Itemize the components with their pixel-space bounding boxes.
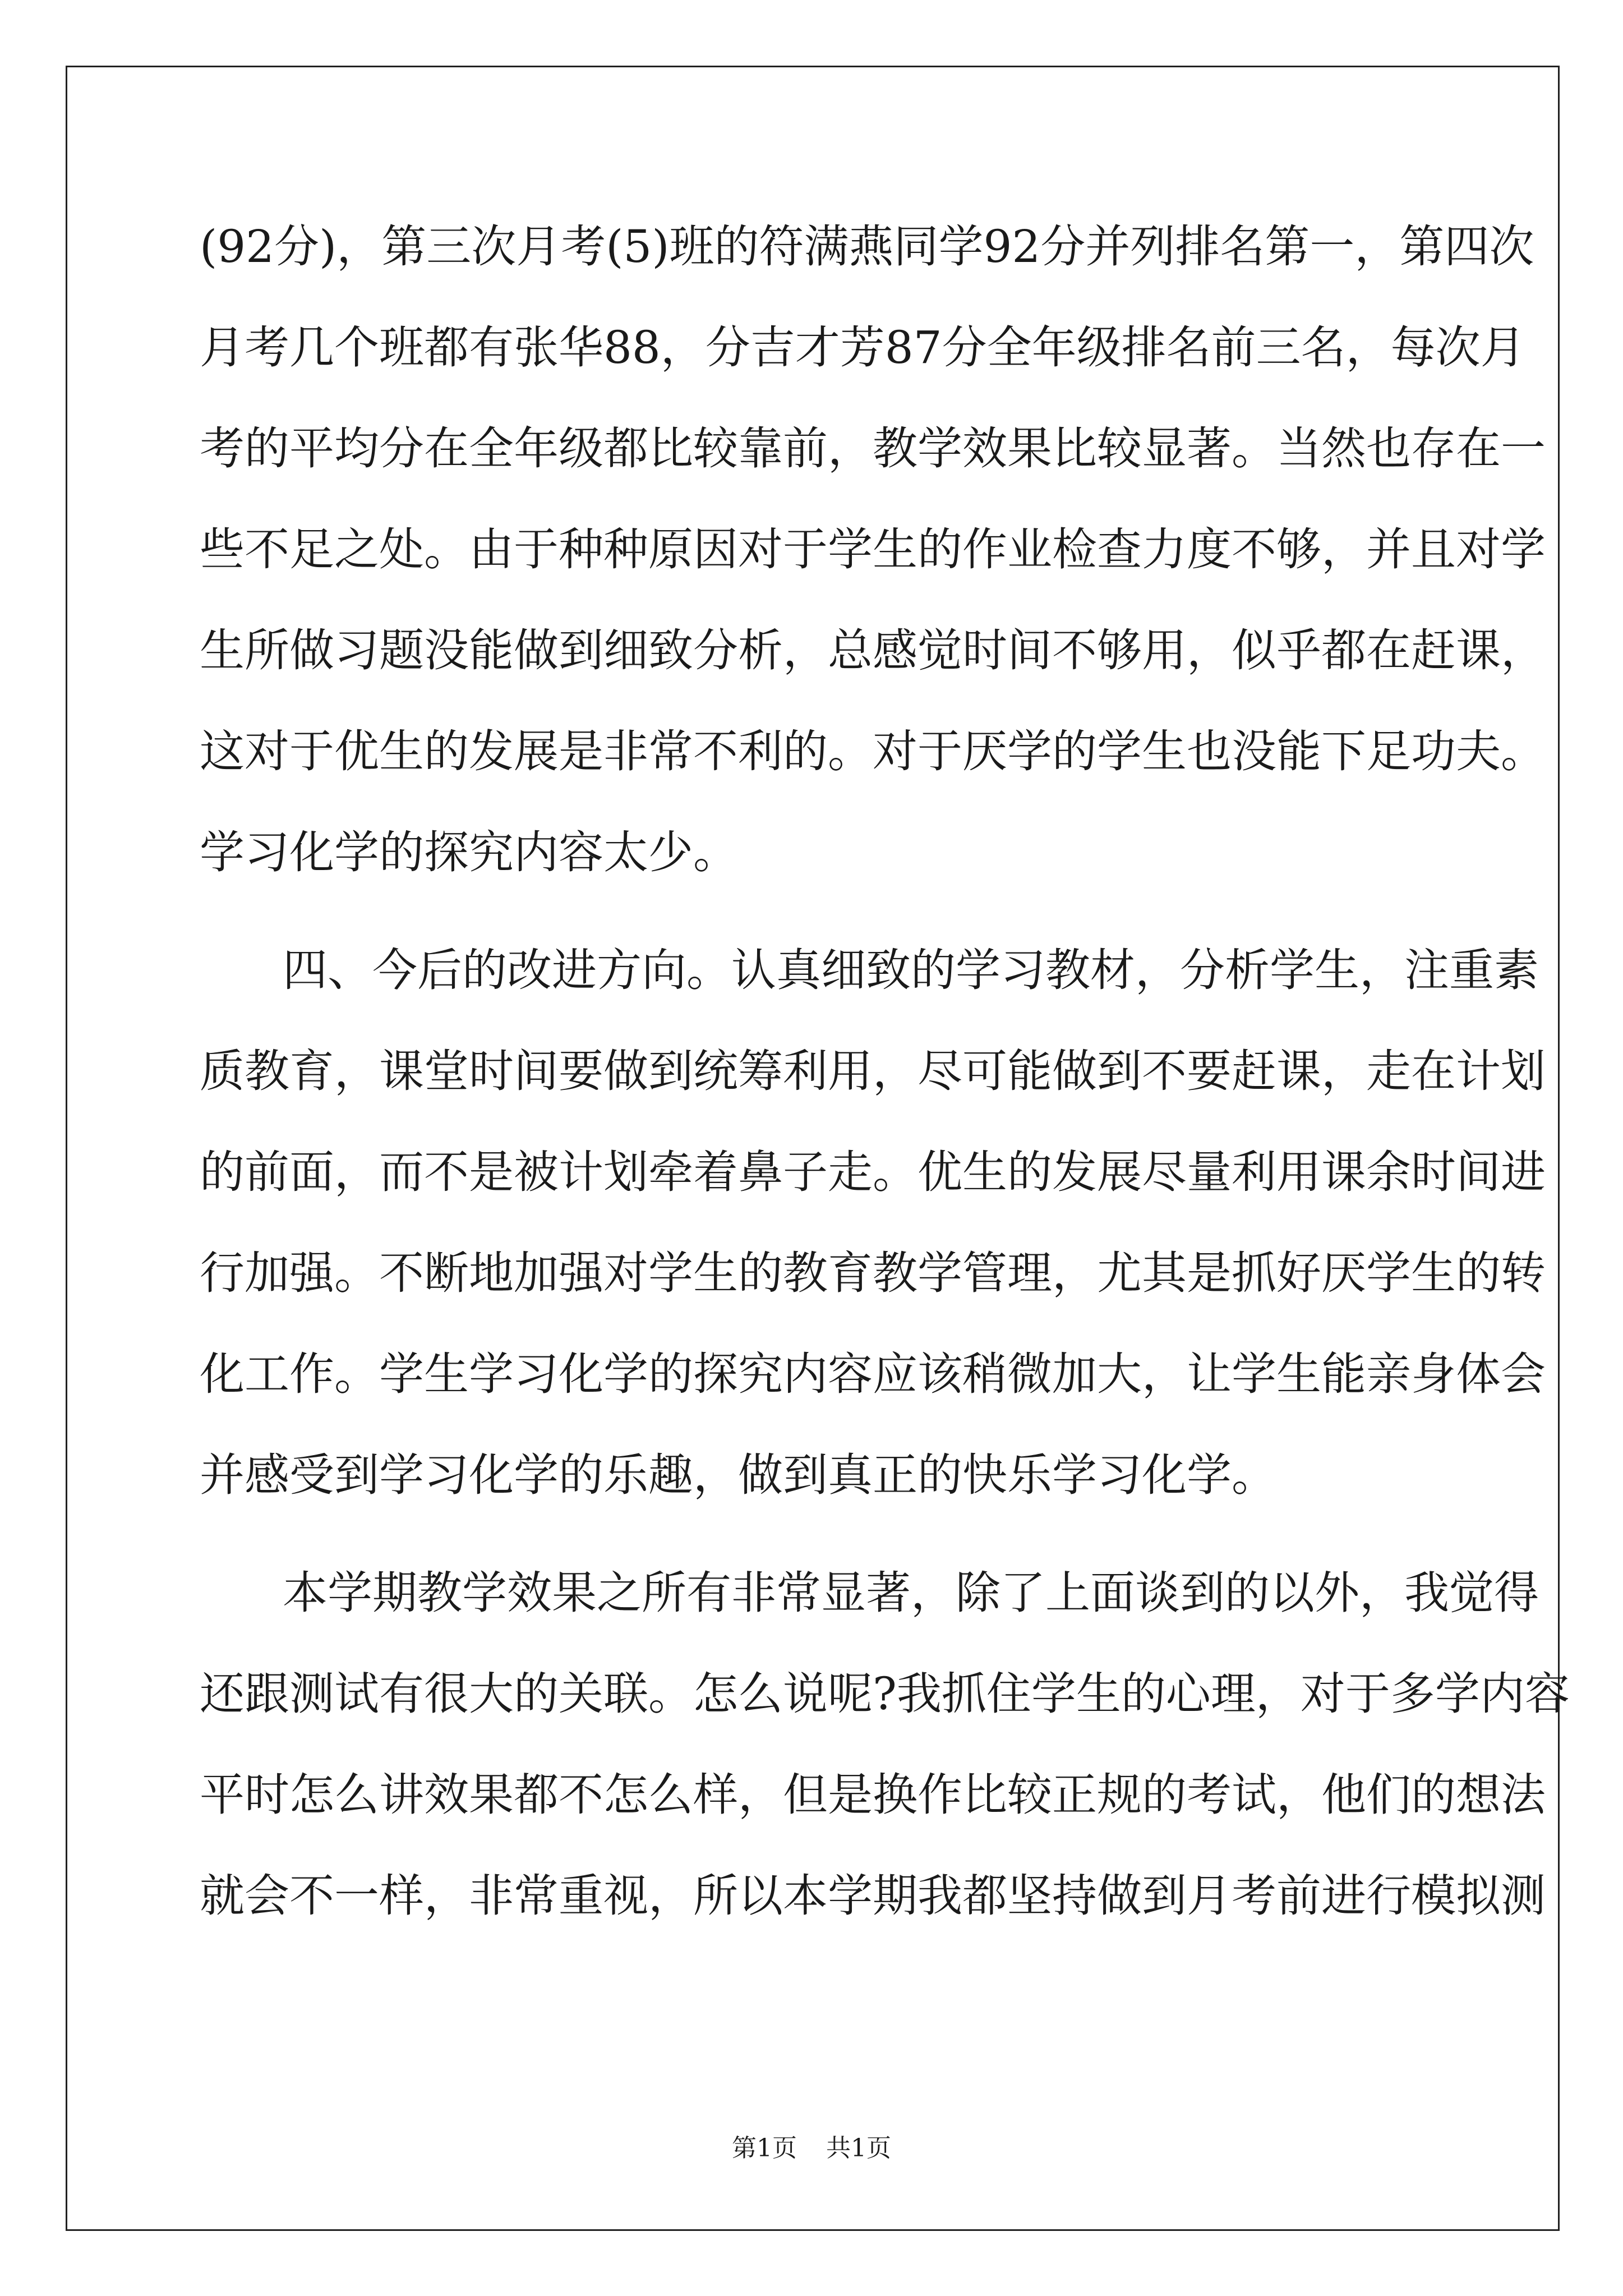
text-line: 化工作。学生学习化学的探究内容应该稍微加大，让学生能亲身体会 bbox=[200, 1348, 1546, 1400]
text-line: 些不足之处。由于种种原因对于学生的作业检查力度不够，并且对学 bbox=[200, 523, 1546, 576]
text-line: 平时怎么讲效果都不怎么样，但是换作比较正规的考试，他们的想法 bbox=[200, 1769, 1546, 1821]
text-line: 本学期教学效果之所有非常显著，除了上面谈到的以外，我觉得 bbox=[283, 1567, 1539, 1619]
page-total: 共1页 bbox=[826, 2134, 891, 2162]
text-line: (92分)，第三次月考(5)班的符满燕同学92分并列排名第一，第四次 bbox=[200, 220, 1534, 273]
text-line: 就会不一样，非常重视，所以本学期我都坚持做到月考前进行模拟测 bbox=[200, 1870, 1546, 1922]
text-line: 四、今后的改进方向。认真细致的学习教材，分析学生，注重素 bbox=[283, 944, 1539, 996]
paragraph-spacer bbox=[200, 1526, 1422, 1543]
text-line: 行加强。不断地加强对学生的教育教学管理，尤其是抓好厌学生的转 bbox=[200, 1247, 1546, 1299]
document-body bbox=[200, 196, 1570, 1947]
page-footer bbox=[0, 2132, 1623, 2165]
text-line: 还跟测试有很大的关联。怎么说呢?我抓住学生的心理，对于多学内容 bbox=[200, 1668, 1570, 1720]
text-line: 考的平均分在全年级都比较靠前，教学效果比较显著。当然也存在一 bbox=[200, 422, 1546, 475]
text-line: 学习化学的探究内容太少。 bbox=[200, 826, 738, 878]
text-line: 生所做习题没能做到细致分析，总感觉时间不够用，似乎都在赶课， bbox=[200, 624, 1546, 677]
page-number: 第1页 bbox=[732, 2134, 797, 2162]
text-line: 这对于优生的发展是非常不利的。对于厌学的学生也没能下足功夫。 bbox=[200, 725, 1546, 777]
text-line: 质教育，课堂时间要做到统筹利用，尽可能做到不要赶课，走在计划 bbox=[200, 1045, 1546, 1097]
text-line: 的前面，而不是被计划牵着鼻子走。优生的发展尽量利用课余时间进 bbox=[200, 1146, 1546, 1198]
paragraph-spacer bbox=[200, 903, 1422, 920]
text-line: 并感受到学习化学的乐趣，做到真正的快乐学习化学。 bbox=[200, 1449, 1276, 1501]
text-line: 月考几个班都有张华88，分吉才芳87分全年级排名前三名，每次月 bbox=[200, 321, 1525, 374]
